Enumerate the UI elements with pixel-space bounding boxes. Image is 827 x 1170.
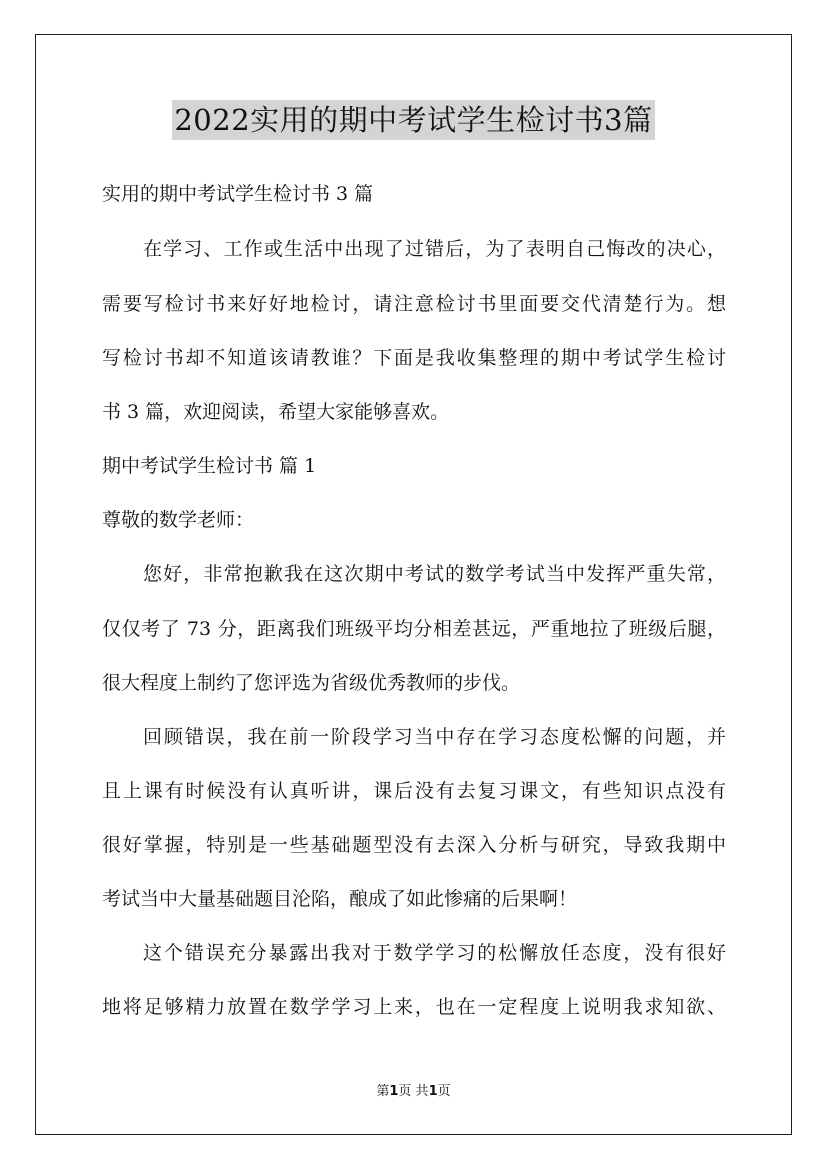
paragraph-line: 这个错误充分暴露出我对于数学学习的松懈放任态度，没有很好 xyxy=(143,942,726,964)
footer-page-mid: 页 共 xyxy=(398,1084,429,1099)
paragraph-line: 您好，非常抱歉我在这次期中考试的数学考试当中发挥严重失常， xyxy=(143,563,726,585)
paragraph-line: 书 3 篇，欢迎阅读，希望大家能够喜欢。 xyxy=(102,401,450,423)
paragraph-line: 且上课有时候没有认真听讲，课后没有去复习课文，有些知识点没有 xyxy=(102,780,726,802)
paragraph-line: 很好掌握，特别是一些基础题型没有去深入分析与研究，导致我期中 xyxy=(102,834,726,856)
subtitle-line: 实用的期中考试学生检讨书 3 篇 xyxy=(102,183,374,205)
paragraph-line: 需要写检讨书来好好地检讨，请注意检讨书里面要交代清楚行为。想 xyxy=(102,293,726,315)
salutation: 尊敬的数学老师： xyxy=(102,509,255,531)
paragraph-line: 写检讨书却不知道该请教谁？下面是我收集整理的期中考试学生检讨 xyxy=(102,347,726,369)
paragraph-line: 考试当中大量基础题目沦陷，酿成了如此惨痛的后果啊！ xyxy=(102,888,578,910)
document-title: 2022实用的期中考试学生检讨书3篇 xyxy=(172,100,654,140)
footer-page-prefix: 第 xyxy=(376,1084,390,1099)
footer-page-total: 1 xyxy=(428,1084,438,1099)
title-area xyxy=(0,100,827,140)
footer-page-current: 1 xyxy=(389,1084,399,1099)
footer-page-suffix: 页 xyxy=(437,1084,451,1099)
paragraph-line: 仅仅考了 73 分，距离我们班级平均分相差甚远，严重地拉了班级后腿， xyxy=(102,618,726,640)
section-heading: 期中考试学生检讨书 篇 1 xyxy=(102,455,317,477)
paragraph-line: 地将足够精力放置在数学学习上来，也在一定程度上说明我求知欲、 xyxy=(102,996,726,1018)
page-footer xyxy=(0,1084,827,1100)
paragraph-line: 很大程度上制约了您评选为省级优秀教师的步伐。 xyxy=(102,672,521,694)
paragraph-line: 回顾错误，我在前一阶段学习当中存在学习态度松懈的问题，并 xyxy=(143,726,726,748)
paragraph-line: 在学习、工作或生活中出现了过错后，为了表明自己悔改的决心， xyxy=(143,238,726,260)
